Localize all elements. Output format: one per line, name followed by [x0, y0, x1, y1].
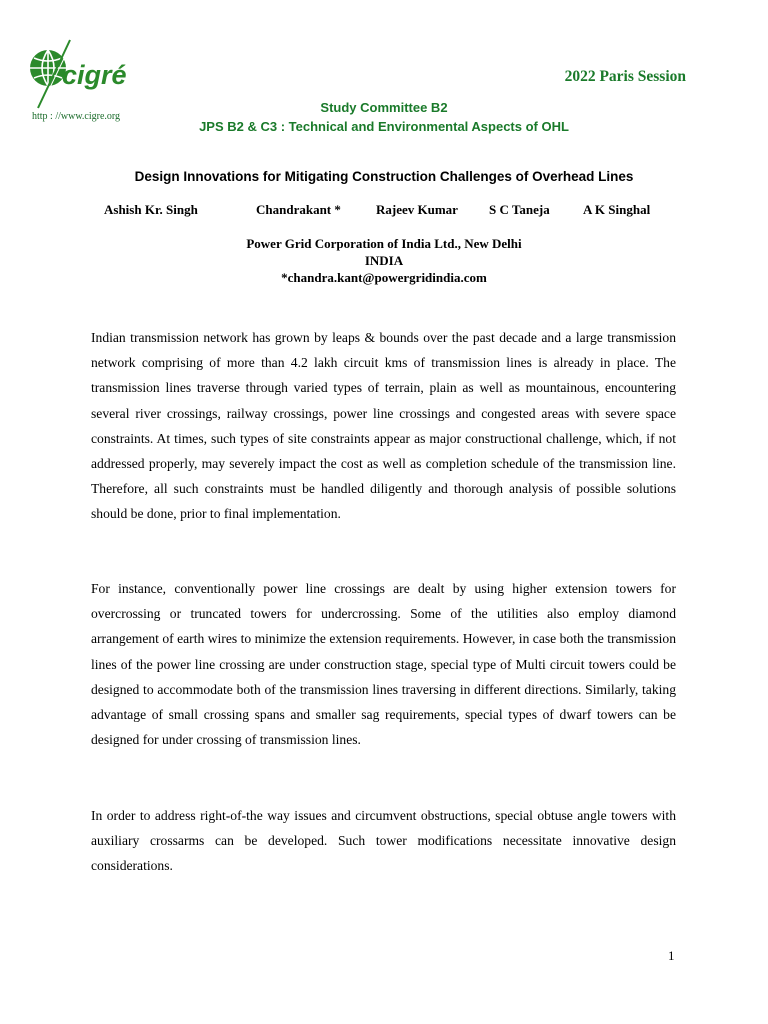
- page-number: 1: [668, 948, 675, 963]
- jps-subtitle: JPS B2 & C3 : Technical and Environmental Aspects of OHL: [199, 119, 569, 134]
- author-name: S C Taneja: [489, 202, 550, 217]
- author-name: Ashish Kr. Singh: [104, 202, 198, 217]
- contact-email[interactable]: *chandra.kant@powergridindia.com: [281, 270, 487, 285]
- body-paragraph: For instance, conventionally power line crossings are dealt by using higher extension towers for overcrossing or truncated towers for undercrossing. Some of the utilities also employ diamond arrangement of earth wires to minimize the extension requirements. However, in case both the transmission lines of the power line crossing are under construction stage, special type of Multi circuit towers could be designed to accommodate both of the transmission lines traversing in different directions. Similarly, taking advantage of small crossing spans and smaller sag requirements, special types of dwarf towers can be designed for under crossing of transmission lines.: [91, 581, 676, 748]
- study-committee: Study Committee B2: [320, 100, 448, 115]
- body-paragraph: Indian transmission network has grown by leaps & bounds over the past decade and a large transmission network comprising of more than 4.2 lakh circuit kms of transmission lines is already in place. The transmission lines traverse through varied types of terrain, plain as well as mountainous, encountering several river crossings, railway crossings, power line crossings and congested areas with severe space constraints. At times, such types of site constraints appear as major constructional challenge, which, if not addressed properly, may severely impact the cost as well as completion schedule of the transmission line. Therefore, all such constraints must be handled diligently and thorough analysis of possible solutions should be done, prior to final implementation.: [91, 330, 676, 522]
- affiliation: Power Grid Corporation of India Ltd., New Delhi: [246, 236, 522, 251]
- session-label: 2022 Paris Session: [564, 68, 686, 85]
- author-name: Rajeev Kumar: [376, 202, 458, 217]
- logo-wordmark: cigré: [62, 60, 127, 90]
- country: INDIA: [364, 253, 404, 268]
- body-paragraph: In order to address right-of-the way issues and circumvent obstructions, special obtuse angle towers with auxiliary crossarms can be developed. Such tower modifications necessitate innovative design considerations.: [91, 808, 676, 874]
- author-name: A K Singhal: [583, 202, 651, 217]
- website-url[interactable]: http : //www.cigre.org: [32, 111, 121, 122]
- paper-title: Design Innovations for Mitigating Construction Challenges of Overhead Lines: [134, 169, 634, 184]
- author-name: Chandrakant *: [256, 202, 341, 217]
